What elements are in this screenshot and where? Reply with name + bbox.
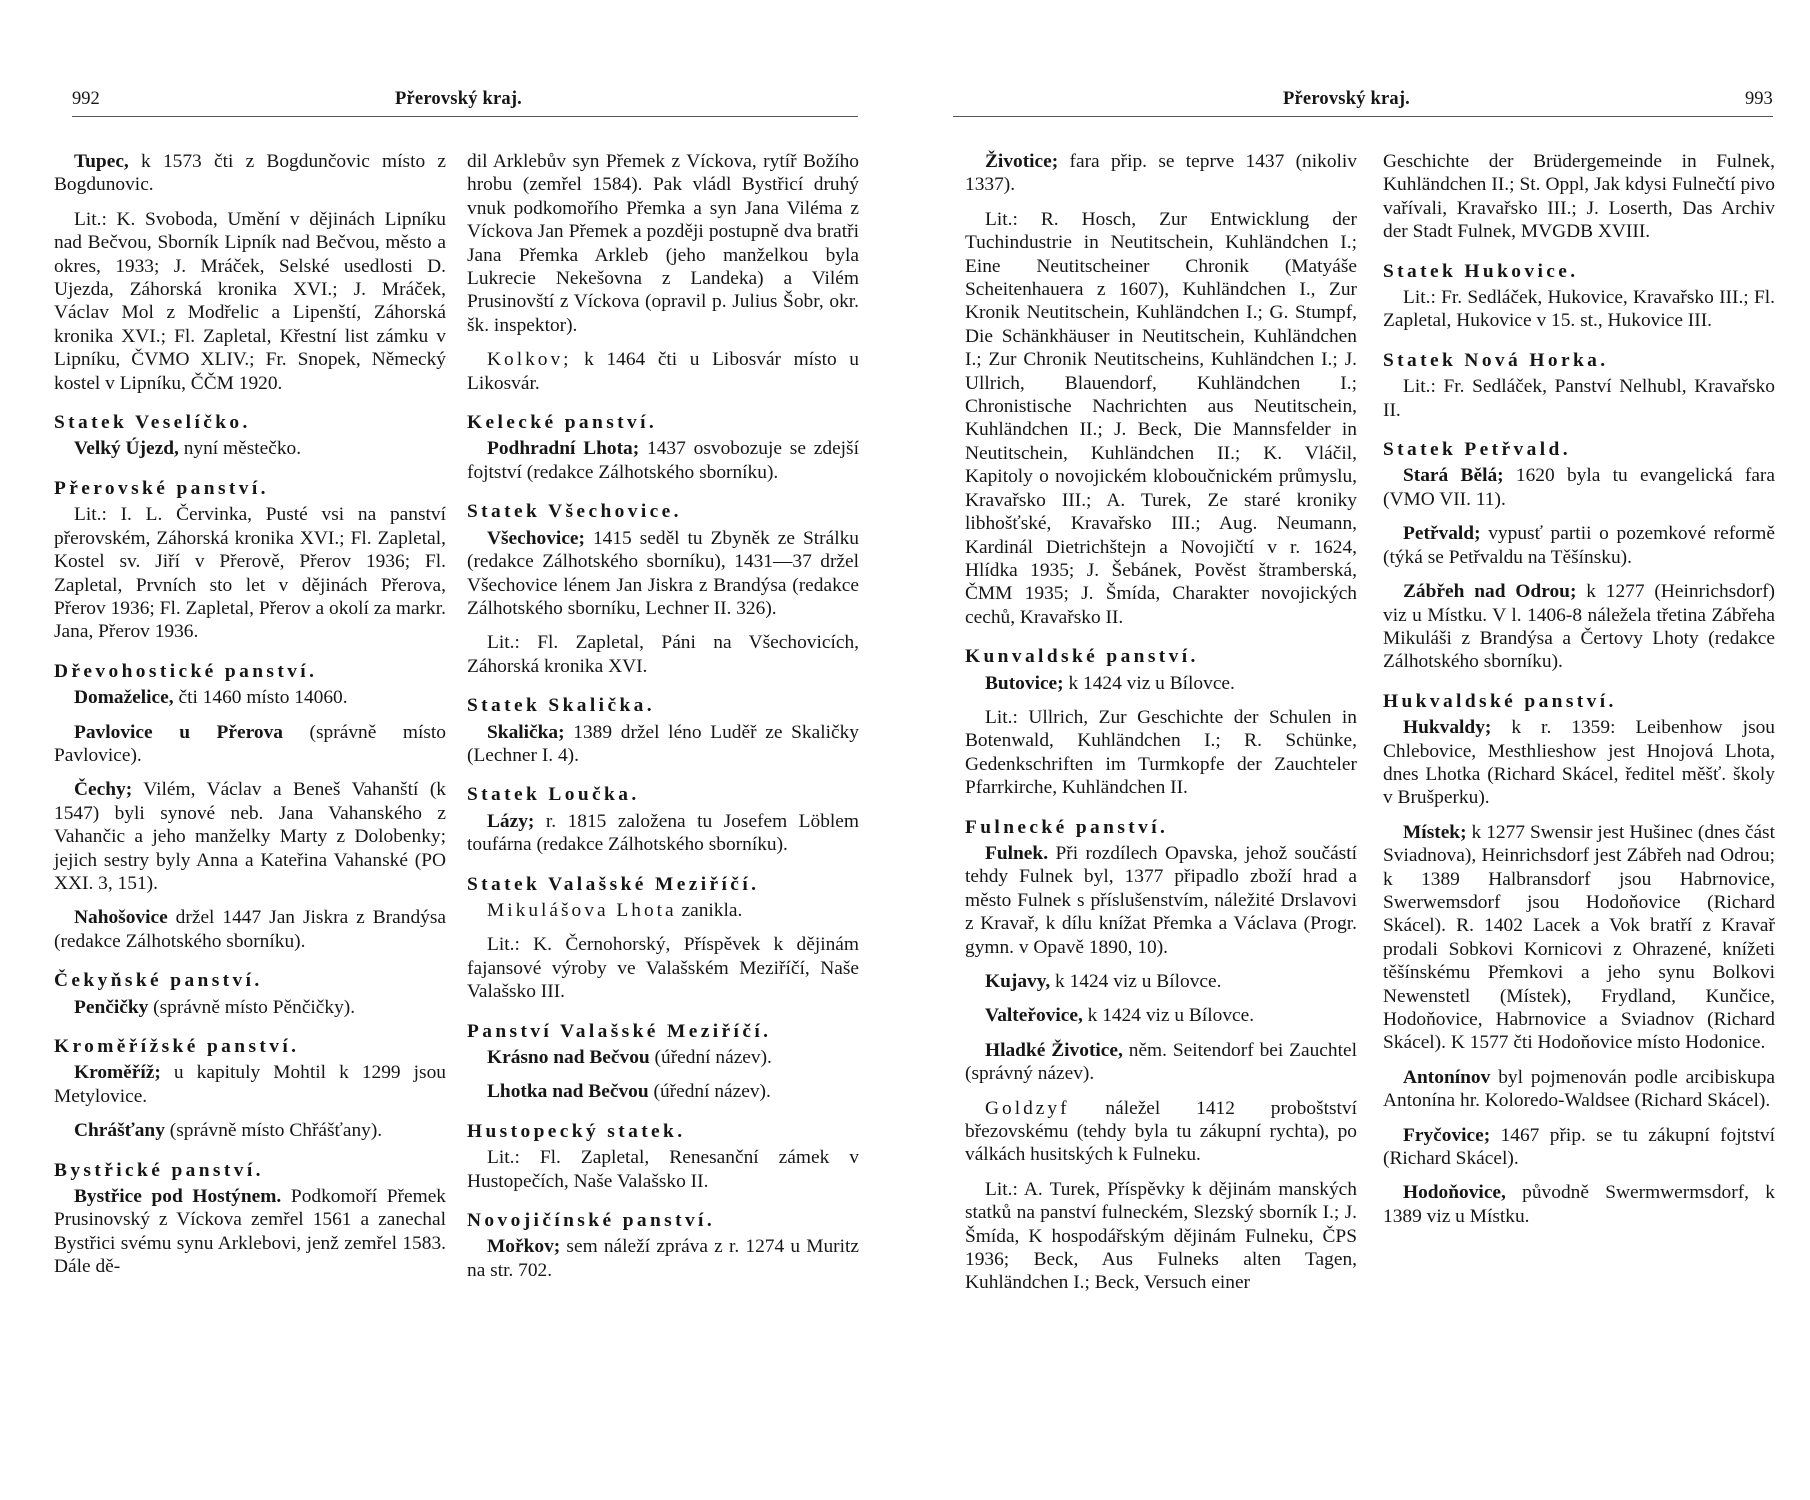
entry-head: Valteřovice, <box>985 1005 1083 1027</box>
entry-head: Nahošovice <box>74 907 168 929</box>
section-heading: Novojičínské panství. <box>467 1210 716 1232</box>
entry-paragraph <box>965 842 1357 959</box>
right-page-header <box>905 88 1810 110</box>
section-heading: Statek Hukovice. <box>1383 260 1579 282</box>
entry-paragraph <box>467 810 859 857</box>
section-heading: Statek Všechovice. <box>467 501 682 523</box>
entry-text: Vilém, Václav a Beneš Vahanští (k 1547) byli synové neb. Jana Vahanského z Vahančic a jeho manželky Marty z Dolobenky; jejich sestry byly Anna a Kateřina Vahanské (PO XXI. 3, 151). <box>54 779 446 894</box>
header-rule <box>953 116 1773 117</box>
entry-paragraph <box>965 1039 1357 1086</box>
section-heading: Hukvaldské panství. <box>1383 690 1617 712</box>
literature-note: Lit.: R. Hosch, Zur Entwicklung der Tuchindustrie in Neutitschein, Kuhländchen I.; Eine Neutitscheiner Chronik (Matyáše Scheitenhauera z 1607), Kuhländchen I., Zur Kronik Neutitschein, Kuhländchen I.; G. Stumpf, Die Schänkhäuser in Neutitschein, Kuhländchen I.; Zur Chronik Neutitscheins, Kuhländchen I.; J. Ullrich, Blauendorf, Kuhländchen I.; Chronistische Nachrichten aus Neutitschein, Kuhländchen II.; J. Beck, Die Mannsfelder in Neutitschein, Kuhländchen II.; K. Vláčil, Kapitoly o novojickém kloboučnickém průmyslu, Kravařsko III.; A. Turek, Ze staré kroniky libhošťské, Kravařsko III.; Aug. Neumann, Kardinál Dietrichštejn a Novojičtí v r. 1624, Hlídka 1935; J. Šebánek, Pověst štramberská, ČMM 1935; J. Šmída, Charakter novojických cechů, Kravařsko II. <box>965 208 1357 628</box>
literature-note: Lit.: A. Turek, Příspěvky k dějinám manských statků na panství fulneckém, Slezský sborník I.; J. Šmída, K hospodářským dějinám Fulneku, ČPS 1936; Beck, Aus Fulneks alten Tagen, Kuhländchen I.; Beck, Versuch einer <box>965 1178 1357 1294</box>
entry-head: Bystřice pod Hostýnem. <box>74 1186 282 1208</box>
entry-paragraph <box>467 1080 859 1103</box>
entry-text: 1415 seděl tu Zbyněk ze Strálku (redakce Zálhotského sborníku), 1431—37 držel Všechovice lénem Jan Jiskra z Brandýsa (redakce Zálhotského sborníku, Lechner II. 326). <box>467 527 859 619</box>
entry-paragraph <box>54 996 446 1019</box>
entry-text: něm. Seitendorf bei Zauchtel (správný název). <box>965 1039 1357 1085</box>
section-heading: Statek Loučka. <box>467 784 640 806</box>
section-heading: Statek Petřvald. <box>1383 439 1571 461</box>
literature-note: Lit.: Fr. Sedláček, Hukovice, Kravařsko III.; Fl. Zapletal, Hukovice v 15. st., Hukovice III. <box>1383 287 1775 332</box>
entry-head: Pavlovice u Přerova <box>74 721 283 743</box>
entry-paragraph <box>54 150 446 197</box>
entry-text: Podkomoří Přemek Prusinovský z Víckova zemřel 1561 a zanechal Bystřici svému synu Arklebovi, jenž zemřel 1583. Dále dě- <box>54 1186 446 1278</box>
entry-head: Chrášťany <box>74 1120 165 1142</box>
entry-text: Při rozdílech Opavska, jehož součástí tehdy Fulnek byl, 1377 připadlo zboží hrad a město Fulnek s příslušenstvím, náležité Drslavovi z Kravař, k dílu knížat Přemka a Václava (Progr. gymn. v Opavě 1890, 10). <box>965 842 1357 958</box>
entry-paragraph <box>54 686 446 709</box>
entry-head: Tupec, <box>74 151 129 172</box>
right-page-column-2 <box>1383 150 1775 1239</box>
entry-head: Lhotka nad Bečvou <box>487 1081 649 1103</box>
entry-head: Kolkov; <box>487 349 572 371</box>
entry-text: 1389 držel léno Luděř ze Skaličky (Lechner I. 4). <box>467 721 859 766</box>
entry-text: vypusť partii o pozemkové reformě (týká se Petřvaldu na Těšínsku). <box>1383 523 1775 568</box>
entry-text: 1620 byla tu evangelická fara (VMO VII. 11). <box>1383 465 1775 510</box>
entry-paragraph <box>1383 1181 1775 1228</box>
entry-paragraph <box>54 721 446 768</box>
entry-head: Lázy; <box>487 810 535 832</box>
literature-note: Lit.: I. L. Červinka, Pusté vsi na panství přerovském, Záhorská kronika XVI.; Fl. Zapletal, Kostel sv. Jiří v Přerově, Přerov 1936; Fl. Zapletal, Prvních sto let v dějinách Přerova, Přerov 1936; Fl. Zapletal, Přerov a okolí za markr. Jana, Přerov 1936. <box>54 504 446 643</box>
entry-text: k 1573 čti z Bogdunčovic místo z Bogdunovic. <box>54 151 446 196</box>
entry-text: (úřední název). <box>649 1047 772 1068</box>
section-heading: Kroměřížské panství. <box>54 1036 300 1057</box>
section-heading: Přerovské panství. <box>54 477 269 499</box>
section-heading: Dřevohostické panství. <box>54 660 318 682</box>
entry-head: Krásno nad Bečvou <box>487 1047 650 1068</box>
section-heading: Statek Nová Horka. <box>1383 349 1609 371</box>
entry-text: fara přip. se teprve 1437 (nikoliv 1337). <box>965 151 1357 196</box>
entry-text: 1437 osvobozuje se zdejší fojtství (redakce Zálhotského sborníku). <box>467 438 859 483</box>
entry-head: Petřvald; <box>1403 523 1481 545</box>
literature-note: Lit.: Ullrich, Zur Geschichte der Schulen in Botenwald, Kuhländchen I.; R. Schünke, Gedenkschriften im Turmkopfe der Zauchteler Pfarrkirche, Kuhländchen II. <box>965 706 1357 799</box>
entry-text: r. 1815 založena tu Josefem Löblem toufárna (redakce Zálhotského sborníku). <box>467 810 859 856</box>
literature-note: Lit.: K. Černohorský, Příspěvek k dějinám fajansové výroby ve Valašském Meziříčí, Naše Valašsko III. <box>467 934 859 1003</box>
entry-paragraph <box>467 348 859 395</box>
section-heading: Bystřické panství. <box>54 1159 264 1181</box>
entry-text: u kapituly Mohtil k 1299 jsou Metylovice. <box>54 1062 446 1107</box>
entry-text: k 1424 viz u Bílovce. <box>1063 672 1235 694</box>
section-heading: Čekyňské panství. <box>54 970 263 992</box>
section-heading: Statek Valašské Meziříčí. <box>467 873 760 895</box>
entry-paragraph <box>467 721 859 768</box>
entry-paragraph <box>965 672 1357 695</box>
entry-text: k 1464 čti u Libosvár místo u Likosvár. <box>467 349 859 394</box>
entry-text: náležel 1412 proboštství březovskému (tehdy byla tu zákupní rychta), po válkách husitských k Fulneku. <box>965 1097 1357 1166</box>
page-number: 993 <box>1745 89 1773 109</box>
entry-paragraph <box>467 1235 859 1282</box>
entry-paragraph <box>54 906 446 953</box>
entry-paragraph <box>54 437 446 460</box>
entry-head: Mořkov; <box>487 1236 561 1258</box>
entry-paragraph <box>54 1185 446 1279</box>
continued-paragraph: dil Arklebův syn Přemek z Víckova, rytíř Božího hrobu (zemřel 1584). Pak vládl Bystřicí druhý vnuk podkomořího Přemka a syn Jana Viléma z Víckova Jan Přemek a později postupně dva bratři Jana Přemka Arkleb (jeho manželkou byla Lukrecie Nekešovna z Landeka) a Vilém Prusinovští z Víckova (opravil p. Julius Šobr, okr. šk. inspektor). <box>467 151 859 336</box>
entry-head: Antonínov <box>1403 1066 1491 1088</box>
entry-text: byl pojmenován podle arcibiskupa Antonína hr. Koloredo-Waldsee (Richard Skácel). <box>1383 1066 1775 1112</box>
entry-head: Kroměříž; <box>74 1062 161 1084</box>
entry-head: Penčičky <box>74 996 149 1018</box>
entry-paragraph <box>54 778 446 895</box>
right-page-column-1 <box>965 150 1357 1306</box>
section-heading: Fulnecké panství. <box>965 816 1169 838</box>
entry-paragraph <box>1383 464 1775 511</box>
entry-paragraph <box>54 1061 446 1108</box>
literature-note: Lit.: Fr. Sedláček, Panství Nelhubl, Kravařsko II. <box>1383 376 1775 421</box>
entry-head: Hladké Životice, <box>985 1039 1123 1061</box>
entry-head: Fulnek. <box>985 842 1049 864</box>
entry-head: Goldzyf <box>985 1097 1070 1119</box>
section-heading: Statek Skalička. <box>467 695 656 717</box>
section-heading: Hustopecký statek. <box>467 1120 686 1142</box>
entry-text: k 1277 Swensir jest Hušinec (dnes část Sviadnova), Heinrichsdorf jest Zábřeh nad Odrou; k 1389 Halbransdorf jsou Habrnovice, Swerwemsdorf jsou Hodoňovice (Richard Skácel). R. 1402 Lacek a Vok bratří z Kravař prodali Sobkovi Kornicovi z Ohrazené, knížeti těšínskému Přemkovi a jeho synu Bolkovi Newenstetl (Místek), Frydland, Kunčice, Hodoňovice, Habrnovice a Sviadnov (Richard Skácel). K 1577 čti Hodoňovice místo Hodonice. <box>1383 821 1775 1054</box>
section-heading: Panství Valašské Meziříčí. <box>467 1020 772 1042</box>
entry-head: Všechovice; <box>487 527 585 549</box>
entry-text: čti 1460 místo 14060. <box>173 687 348 709</box>
entry-paragraph <box>1383 522 1775 569</box>
entry-head: Hodoňovice, <box>1403 1182 1506 1204</box>
section-heading: Kunvaldské panství. <box>965 646 1199 668</box>
left-page-header <box>0 88 905 110</box>
running-title: Přerovský kraj. <box>1283 89 1410 109</box>
entry-head: Hukvaldy; <box>1403 717 1492 739</box>
entry-paragraph <box>467 437 859 484</box>
entry-head: Velký Újezd, <box>74 438 179 460</box>
entry-paragraph <box>965 1097 1357 1167</box>
literature-note: Lit.: Fl. Zapletal, Renesanční zámek v Hustopečích, Naše Valašsko II. <box>467 1147 859 1192</box>
entry-head: Domaželice, <box>74 687 174 709</box>
entry-paragraph <box>965 1004 1357 1027</box>
entry-text: (správně místo Pěnčičky). <box>148 996 356 1018</box>
entry-text: původně Swermwermsdorf, k 1389 viz u Místku. <box>1383 1182 1775 1227</box>
entry-text: k 1424 viz u Bílovce. <box>1082 1005 1255 1027</box>
literature-note: Lit.: K. Svoboda, Umění v dějinách Lipníku nad Bečvou, Sborník Lipník nad Bečvou, město a okres, 1933; J. Mráček, Selské usedlosti D. Ujezda, Záhorská kronika XVI.; J. Mráček, Václav Mol z Modřelic a Lipenští, Záhorská kronika XVI.; Fl. Zapletal, Křestní list zámku v Lipníku, ČVMO XLIV.; Fr. Snopek, Německý kostel v Lipníku, ČČM 1920. <box>54 208 446 394</box>
entry-text: sem náleží zpráva z r. 1274 u Muritz na str. 702. <box>467 1236 859 1281</box>
entry-paragraph <box>1383 580 1775 674</box>
entry-text: 1467 přip. se tu zákupní fojtství (Richard Skácel). <box>1383 1124 1775 1170</box>
entry-text: (úřední název). <box>648 1081 771 1103</box>
entry-paragraph <box>467 527 859 621</box>
running-title: Přerovský kraj. <box>395 89 522 109</box>
entry-paragraph <box>965 970 1357 993</box>
entry-text: zanikla. <box>676 899 743 921</box>
entry-paragraph <box>467 1046 859 1069</box>
entry-paragraph <box>1383 821 1775 1055</box>
entry-head: Butovice; <box>985 672 1064 694</box>
entry-head: Skalička; <box>487 721 565 743</box>
entry-text: (správně místo Pavlovice). <box>54 721 446 766</box>
entry-paragraph <box>1383 1066 1775 1113</box>
entry-text: držel 1447 Jan Jiskra z Brandýsa (redakce Zálhotského sborníku). <box>54 907 446 952</box>
entry-head: Podhradní Lhota; <box>487 438 640 460</box>
continued-paragraph: Geschichte der Brüdergemeinde in Fulnek, Kuhländchen II.; St. Oppl, Jak kdysi Fulnečtí pivo vařívali, Kravařsko III.; J. Loserth, Das Archiv der Stadt Fulnek, MVGDB XVIII. <box>1383 151 1775 243</box>
entry-text: (správně místo Chřášťany). <box>164 1120 383 1142</box>
entry-text: k 1277 (Heinrichsdorf) viz u Místku. V l. 1406-8 náležela třetina Zábřeha Mikuláši z Brandýsa a Čertovy Lhoty (redakce Zálhotského sborníku). <box>1383 581 1775 673</box>
left-page-column-2 <box>467 150 859 1293</box>
entry-head: Životice; <box>985 151 1059 172</box>
entry-text: k 1424 viz u Bílovce. <box>1050 971 1222 992</box>
entry-head: Místek; <box>1403 821 1467 843</box>
entry-paragraph <box>467 899 859 922</box>
entry-head: Zábřeh nad Odrou; <box>1403 581 1577 603</box>
entry-paragraph <box>54 1119 446 1142</box>
entry-head: Kujavy, <box>985 971 1051 992</box>
right-page <box>905 0 1810 1500</box>
section-heading: Statek Veselíčko. <box>54 412 251 434</box>
entry-head: Stará Bělá; <box>1403 465 1504 487</box>
header-rule <box>72 116 858 117</box>
entry-head: Čechy; <box>74 779 133 801</box>
literature-note: Lit.: Fl. Zapletal, Páni na Všechovicích, Záhorská kronika XVI. <box>467 632 859 677</box>
entry-text: k r. 1359: Leibenhow jsou Chlebovice, Mesthlieshow jest Hnojová Lhota, dnes Lhotka (Richard Skácel, ředitel měšť. školy v Brušperku). <box>1383 717 1775 809</box>
section-heading: Kelecké panství. <box>467 412 658 434</box>
entry-head: Mikulášova Lhota <box>487 899 677 921</box>
entry-text: nyní městečko. <box>178 438 302 460</box>
entry-paragraph <box>965 150 1357 197</box>
entry-paragraph <box>1383 716 1775 810</box>
page-number: 992 <box>72 89 100 109</box>
entry-head: Fryčovice; <box>1403 1124 1491 1146</box>
left-page-column-1 <box>54 150 446 1290</box>
entry-paragraph <box>1383 1124 1775 1171</box>
